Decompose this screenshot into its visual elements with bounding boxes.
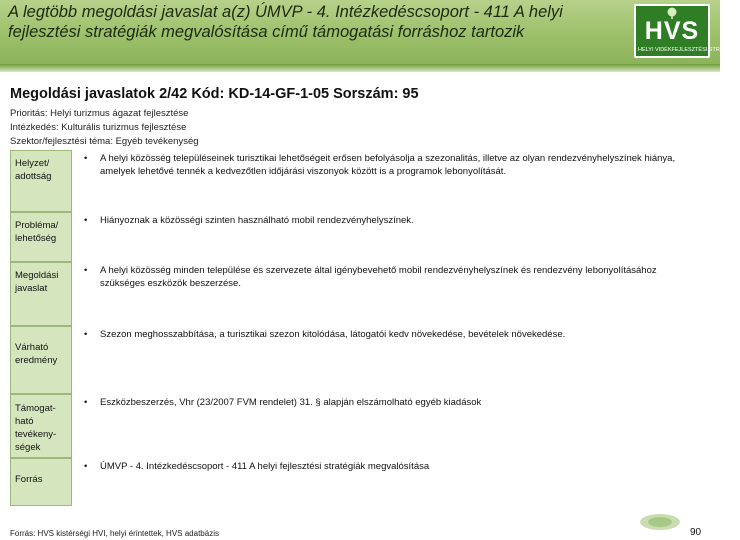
footer-logo-icon <box>638 512 682 532</box>
bullet-marker: • <box>84 329 88 340</box>
bullet-marker: • <box>84 397 88 408</box>
logo-subtitle: HELYI VIDÉKFEJLESZTÉSI STRATÉGIA <box>638 47 740 53</box>
header-banner <box>0 0 740 64</box>
footer-source: Forrás: HVS kistérségi HVI, helyi érintettek, HVS adatbázis <box>10 529 219 538</box>
row-label: Forrás <box>10 458 72 506</box>
table-row <box>10 150 710 212</box>
bullet-marker: • <box>84 265 88 276</box>
table-row <box>10 326 710 394</box>
section-title: Megoldási javaslatok 2/42 Kód: KD-14-GF-1-05 Sorszám: 95 <box>10 86 419 102</box>
bullet-marker: • <box>84 461 88 472</box>
table-row <box>10 394 710 458</box>
row-text: Hiányoznak a közösségi szinten használható mobil rendezvényhelyszínek. <box>100 215 414 226</box>
header-divider <box>0 64 720 72</box>
table-row <box>10 458 710 506</box>
row-label: Várható eredmény <box>10 326 72 394</box>
row-content <box>76 262 710 326</box>
row-content <box>76 458 710 506</box>
bullet-marker: • <box>84 153 88 164</box>
row-text: Eszközbeszerzés, Vhr (23/2007 FVM rendelet) 31. § alapján elszámolható egyéb kiadások <box>100 397 482 408</box>
row-text: A helyi közösség minden települése és szervezete által igénybevehető mobil rendezvényhelyszínek és rendezvény lebonyolításához szükséges eszközök beszerzése. <box>100 265 657 289</box>
hvs-logo <box>634 4 740 58</box>
row-text: A helyi közösség településeinek turisztikai lehetőségeit erősen befolyásolja a szezonalitás, illetve az olyan rendezvényhelyszínek hiánya, amelyek lehetővé tennék a kedvezőtlen időjárási viszonyok között is a programok lebonyolítását. <box>100 153 676 177</box>
row-content <box>76 212 710 262</box>
row-label: Támogat-ható tevékeny-ségek <box>10 394 72 458</box>
row-content <box>76 394 710 458</box>
row-label: Probléma/ lehetőség <box>10 212 72 262</box>
row-label: Helyzet/ adottság <box>10 150 72 212</box>
row-label: Megoldási javaslat <box>10 262 72 326</box>
meta-priority: Prioritás: Helyi turizmus ágazat fejlesztése <box>10 108 189 119</box>
logo-text: HVS <box>644 17 700 45</box>
meta-measure: Intézkedés: Kulturális turizmus fejlesztése <box>10 122 187 133</box>
row-content <box>76 150 710 212</box>
meta-sector: Szektor/fejlesztési téma: Egyéb tevékenység <box>10 136 199 147</box>
bullet-marker: • <box>84 215 88 226</box>
page-number: 90 <box>690 527 702 538</box>
row-text: Szezon meghosszabbítása, a turisztikai szezon kitolódása, látogatói kedv növekedése, bevételek növekedése. <box>100 329 566 340</box>
page-title: A legtöbb megoldási javaslat a(z) ÚMVP - 4. Intézkedéscsoport - 411 A helyi fejlesztési stratégiák megvalósítása című támogatási forráshoz tartozik <box>8 3 563 41</box>
row-text: ÚMVP - 4. Intézkedéscsoport - 411 A helyi fejlesztési stratégiák megvalósítása <box>100 461 430 472</box>
row-content <box>76 326 710 394</box>
table-row <box>10 212 710 262</box>
table-row <box>10 262 710 326</box>
